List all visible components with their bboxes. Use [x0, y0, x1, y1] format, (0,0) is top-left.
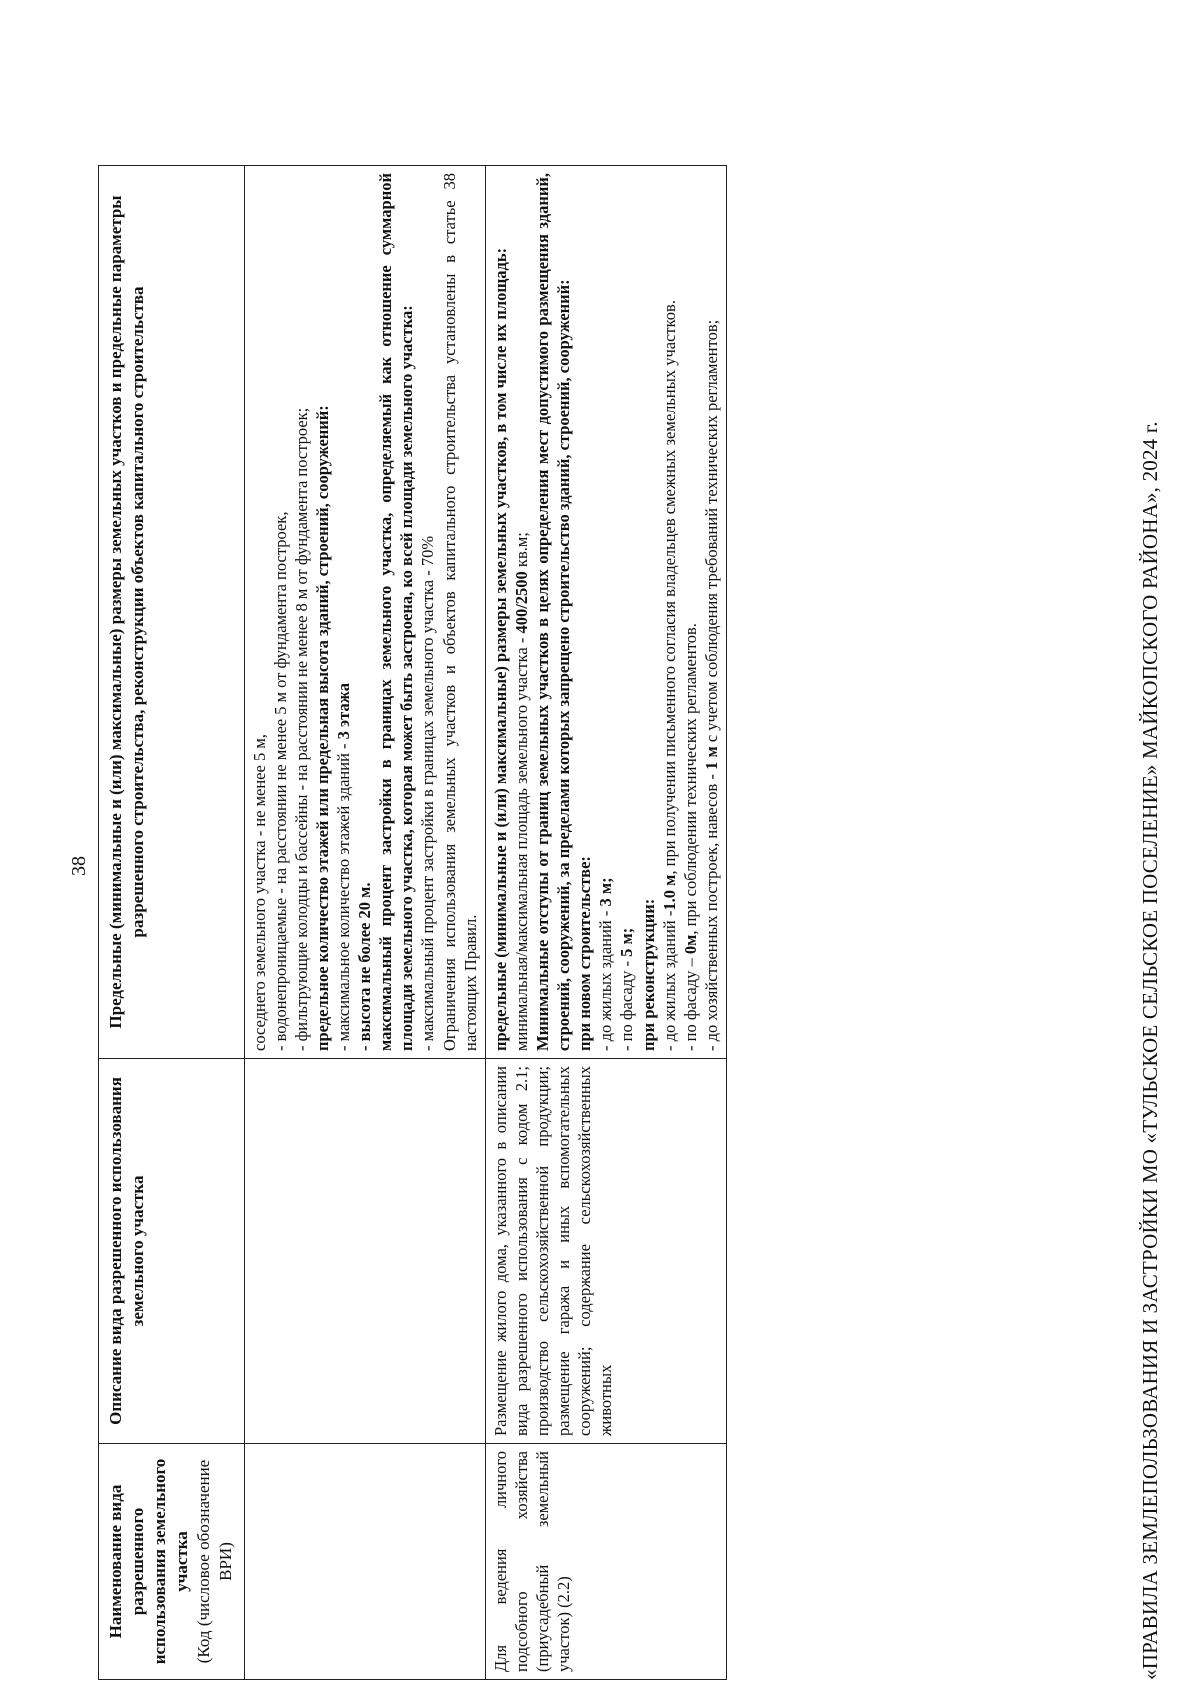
param-line: - фильтрующие колодцы и бассейны - на расстоянии не менее 8 м от фундамента построек; — [291, 407, 311, 1051]
param-heading: предельные (минимальные и (или) максимальные) размеры земельных участков, в том числе их площадь: — [490, 247, 510, 1051]
param-text: минимальная/максимальная площадь земельного участка - — [511, 633, 531, 1051]
table-row-continuation — [244, 166, 485, 1680]
header-code-label: (Код (числовое обозначение ВРИ) — [194, 1459, 236, 1664]
continuation-name-cell — [244, 1444, 485, 1680]
param-value: 400/2500 — [511, 571, 531, 634]
param-text: - до жилых зданий - — [596, 906, 616, 1051]
param-text: - по фасаду – — [680, 954, 700, 1051]
param-value: 3 этажа — [334, 683, 353, 740]
param-subheading: при новом строительстве: — [575, 856, 595, 1051]
param-text: - по фасаду - — [617, 956, 637, 1051]
page-number: 38 — [68, 856, 90, 876]
continuation-description-cell — [244, 1059, 485, 1444]
param-text: - до хозяйственных построек, навесов - — [701, 769, 721, 1051]
param-text: кв.м; — [511, 532, 531, 572]
param-text: , при соблюдении технических регламентов. — [680, 623, 700, 935]
param-text: - максимальное количество этажей зданий - — [334, 739, 353, 1051]
param-value: 3 м; — [596, 877, 616, 907]
table-row-2-2 — [485, 166, 726, 1680]
document-footer: «ПРАВИЛА ЗЕМЛЕПОЛЬЗОВАНИЯ И ЗАСТРОЙКИ МО «ТУЛЬСКОЕ СЕЛЬСКОЕ ПОСЕЛЕНИЕ» МАЙКОПСКОГО РАЙОНА», 2024 г. — [1138, 421, 1162, 1680]
param-line: - высота не более 20 м. — [355, 882, 375, 1051]
header-params-cell: Предельные (минимальные и (или) максимальные) размеры земельных участков и предельные параметры разрешенного строительства, реконструкции объектов капитального строительства — [99, 166, 245, 1059]
param-value: 0м — [680, 934, 700, 955]
param-line: - водонепроницаемые - на расстоянии не менее 5 м от фундамента построек, — [270, 511, 290, 1051]
param-value: 5 м; — [617, 927, 637, 957]
param-line — [659, 173, 680, 1051]
param-text: , при получении письменного согласия владельцев смежных земельных участков. — [659, 300, 679, 875]
table-header-row — [99, 166, 245, 1680]
param-line — [333, 173, 354, 1051]
param-line — [616, 173, 637, 1051]
row-name-cell: Для ведения личного подсобного хозяйства (приусадебный земельный участок) (2.2) — [485, 1444, 726, 1680]
param-line: - максимальный процент застройки в границах земельного участка - 70% — [418, 535, 438, 1051]
param-subheading: при реконструкции: — [638, 898, 658, 1051]
param-heading: максимальный процент застройки в границах земельного участка, определяемый как отношение суммарной площади земельного участка, которая может быть застроена, ко всей площади земельного участка: — [376, 173, 417, 1051]
param-text: - до жилых зданий - — [659, 910, 679, 1051]
param-value: 1 м — [701, 746, 721, 770]
param-heading: Минимальные отступы от границ земельных участков в целях определения мест допустимого размещения зданий, строений, сооружений, за пределами которых запрещено строительство зданий, строений, сооружений: — [532, 173, 574, 1051]
param-value: 1.0 м — [659, 874, 679, 911]
param-line — [595, 173, 616, 1051]
param-line: Ограничения использования земельных участков и объектов капитального строительства установлены в статье 38 настоящих Правил. — [439, 173, 480, 1051]
param-line — [511, 173, 532, 1051]
param-text: с учетом соблюдения требований технических регламентов; — [701, 319, 721, 747]
header-name-cell — [99, 1444, 245, 1680]
param-line — [701, 173, 722, 1051]
regulations-table — [98, 165, 727, 1680]
param-line: соседнего земельного участка - не менее 5 м, — [249, 734, 269, 1051]
param-heading: предельное количество этажей или предельная высота зданий, строений, сооружений: — [312, 405, 332, 1051]
row-description-cell: Размещение жилого дома, указанного в описании вида разрешенного использования с кодом 2.1; производство сельскохозяйственной продукции; размещение гаража и иных вспомогательных сооружений; содержание сельскохозяйственных животных — [485, 1059, 726, 1444]
header-description-cell: Описание вида разрешенного использования земельного участка — [99, 1059, 245, 1444]
header-name-label: Наименование вида разрешенного использования земельного участка — [106, 1458, 192, 1665]
param-line — [680, 173, 701, 1051]
row-params-cell — [485, 166, 726, 1059]
continuation-params-cell — [244, 166, 485, 1059]
